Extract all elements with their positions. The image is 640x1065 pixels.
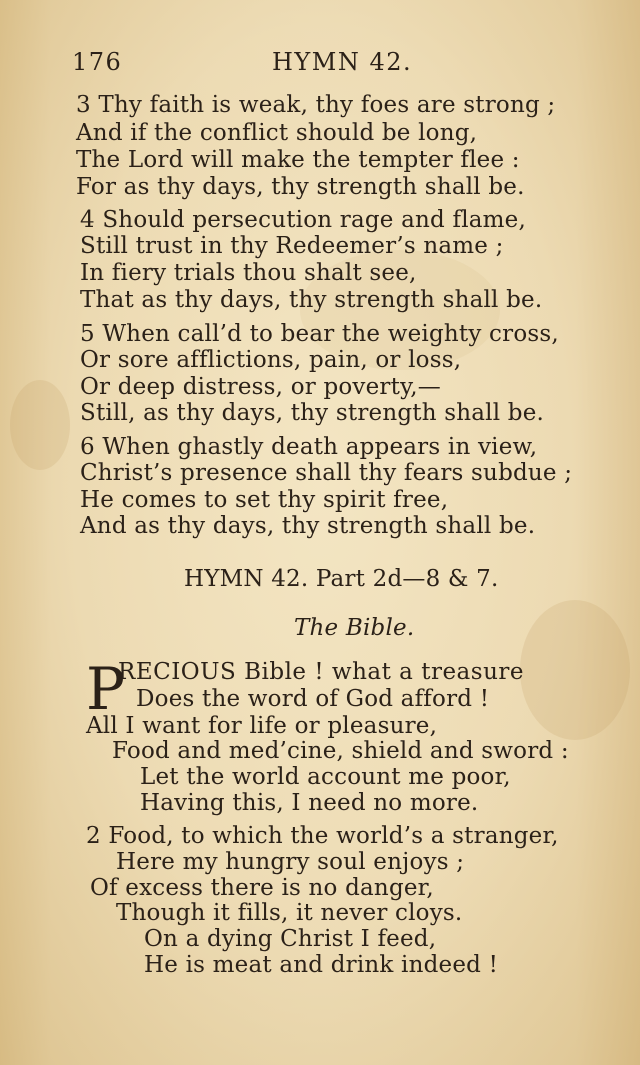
verse-line: Having this, I need no more. xyxy=(140,790,479,816)
verse-line: Does the word of God afford ! xyxy=(136,686,490,712)
verse-line: 3 Thy faith is weak, thy foes are strong ; xyxy=(76,92,556,118)
verse-line: Or deep distress, or poverty,— xyxy=(80,374,441,400)
verse-line: The Lord will make the tempter flee : xyxy=(76,147,520,173)
verse-line: Here my hungry soul enjoys ; xyxy=(116,849,465,875)
verse-line: In fiery trials thou shalt see, xyxy=(80,260,417,286)
verse-line: Or sore afflictions, pain, or loss, xyxy=(80,347,462,373)
paper-stain xyxy=(520,600,630,740)
verse-line: 4 Should persecution rage and flame, xyxy=(80,207,526,233)
verse-line: Christ’s presence shall thy fears subdue ; xyxy=(80,460,573,486)
verse-line: 5 When call’d to bear the weighty cross, xyxy=(80,321,559,347)
paper-stain xyxy=(10,380,70,470)
verse-line: On a dying Christ I feed, xyxy=(144,926,437,952)
verse-line: 2 Food, to which the world’s a stranger, xyxy=(86,823,559,849)
verse-line: RECIOUS Bible ! what a treasure xyxy=(118,659,524,685)
verse-line: Of excess there is no danger, xyxy=(90,875,434,901)
verse-line: Still trust in thy Redeemer’s name ; xyxy=(80,233,504,259)
verse-line: Let the world account me poor, xyxy=(140,764,511,790)
verse-line: Food and med’cine, shield and sword : xyxy=(112,738,569,764)
page-number: 176 xyxy=(72,48,123,76)
verse-line: He comes to set thy spirit free, xyxy=(80,487,449,513)
verse-line: Though it fills, it never cloys. xyxy=(116,900,463,926)
hymn-heading: HYMN 42. Part 2d—8 & 7. xyxy=(184,566,499,592)
verse-line: All I want for life or pleasure, xyxy=(86,713,438,739)
verse-line: And if the conflict should be long, xyxy=(76,120,478,146)
verse-line: He is meat and drink indeed ! xyxy=(144,952,499,978)
verse-line: For as thy days, thy strength shall be. xyxy=(76,174,525,200)
verse-line: That as thy days, thy strength shall be. xyxy=(80,287,543,313)
verse-line: And as thy days, thy strength shall be. xyxy=(80,513,536,539)
hymn-subtitle: The Bible. xyxy=(294,615,415,641)
verse-line: 6 When ghastly death appears in view, xyxy=(80,434,538,460)
drop-cap: P xyxy=(86,655,126,723)
verse-line: Still, as thy days, thy strength shall be. xyxy=(80,400,545,426)
running-title: HYMN 42. xyxy=(272,48,413,76)
